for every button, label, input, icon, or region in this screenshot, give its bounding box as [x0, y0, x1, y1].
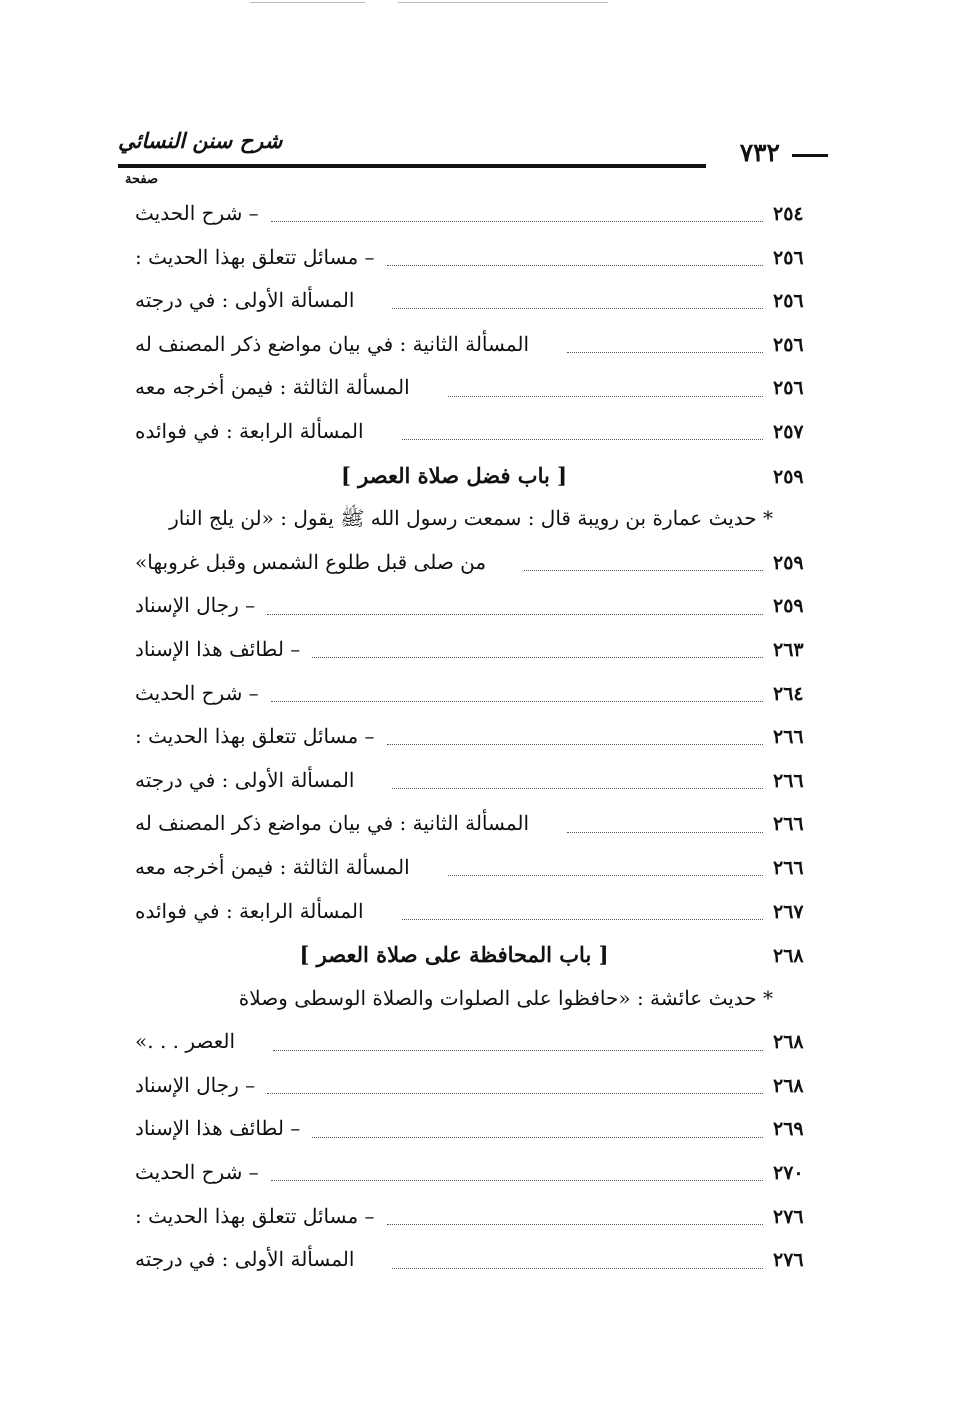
dot-leader — [567, 352, 763, 353]
dot-leader — [387, 265, 763, 266]
dot-leader — [387, 744, 763, 745]
toc-entry — [135, 933, 835, 977]
toc-entry — [135, 410, 835, 454]
toc-page-number: ٢٦٩ — [773, 1118, 804, 1141]
dot-leader — [524, 570, 763, 571]
table-of-contents — [135, 192, 835, 1282]
toc-page-number: ٢٦٦ — [773, 813, 804, 836]
dot-leader — [448, 396, 763, 397]
toc-entry-text: – رجال الإسناد — [135, 1072, 256, 1097]
dot-leader — [312, 657, 763, 658]
scan-artifact-line — [250, 2, 365, 3]
toc-entry-text: المسألة الثانية : في بيان مواضع ذكر المصنف له — [135, 811, 530, 836]
dot-leader — [387, 1224, 763, 1225]
toc-entry-text: المسألة الأولى : في درجته — [135, 288, 355, 313]
toc-entry — [135, 628, 835, 672]
toc-entry — [135, 1195, 835, 1239]
dot-leader — [271, 701, 763, 702]
toc-entry-text: المسألة الثانية : في بيان مواضع ذكر المصنف له — [135, 331, 530, 356]
toc-entry — [135, 1107, 835, 1151]
toc-page-number: ٢٦٦ — [773, 856, 804, 879]
toc-entry-text: المسألة الثالثة : فيمن أخرجه معه — [135, 854, 410, 879]
toc-page-number: ٢٦٨ — [773, 1074, 804, 1097]
toc-entry-text: – مسائل تتعلق بهذا الحديث : — [135, 724, 375, 749]
dot-leader — [392, 308, 763, 309]
toc-entry-text: من صلى قبل طلوع الشمس وقبل غروبها» — [135, 549, 487, 574]
toc-page-number: ٢٦٦ — [773, 769, 804, 792]
toc-entry-text: – شرح الحديث — [135, 1160, 259, 1185]
toc-page-number: ٢٥٦ — [773, 290, 804, 313]
dot-leader — [312, 1137, 763, 1138]
toc-entry-text: العصر . . .» — [135, 1029, 236, 1054]
toc-entry — [135, 715, 835, 759]
toc-page-number: ٢٦٤ — [773, 682, 804, 705]
toc-page-number: ٢٦٦ — [773, 726, 804, 749]
book-title: شرح سنن النسائي — [118, 128, 283, 153]
dot-leader — [273, 1050, 763, 1051]
header-dash — [792, 154, 828, 157]
toc-entry — [135, 454, 835, 498]
toc-entry — [135, 279, 835, 323]
toc-entry-text: – شرح الحديث — [135, 680, 259, 705]
toc-entry — [135, 236, 835, 280]
toc-page-number: ٢٦٨ — [773, 1031, 804, 1054]
page-number: ٧٣٢ — [739, 138, 780, 167]
dot-leader — [392, 1268, 763, 1269]
toc-entry-text: [ باب فضل صلاة العصر ] — [340, 462, 568, 488]
toc-page-number: ٢٥٩ — [773, 595, 804, 618]
dot-leader — [271, 221, 763, 222]
toc-entry-text: – لطائف هذا الإسناد — [135, 636, 301, 661]
toc-page-number: ٢٥٩ — [773, 551, 804, 574]
toc-entry — [135, 323, 835, 367]
toc-entry — [135, 1238, 835, 1282]
dot-leader — [392, 788, 763, 789]
dot-leader — [402, 439, 763, 440]
toc-entry — [135, 497, 835, 541]
toc-page-number: ٢٥٦ — [773, 246, 804, 269]
toc-entry-text: المسألة الأولى : في درجته — [135, 1247, 355, 1272]
toc-entry-text: المسألة الرابعة : في فوائده — [135, 418, 364, 443]
dot-leader — [267, 614, 763, 615]
dot-leader — [448, 875, 763, 876]
dot-leader — [271, 1180, 763, 1181]
toc-entry-text: – مسائل تتعلق بهذا الحديث : — [135, 244, 375, 269]
toc-entry — [135, 759, 835, 803]
toc-entry-text: – مسائل تتعلق بهذا الحديث : — [135, 1203, 375, 1228]
page-header — [118, 128, 828, 172]
toc-entry-text: * حديث عائشة : «حافظوا على الصلوات والصلاة الوسطى وصلاة — [238, 985, 773, 1010]
page-column-label: صفحة — [125, 172, 158, 187]
toc-entry-text: المسألة الثالثة : فيمن أخرجه معه — [135, 375, 410, 400]
header-rule — [118, 164, 706, 168]
toc-page-number: ٢٥٤ — [773, 203, 804, 225]
toc-page-number: ٢٥٩ — [773, 465, 804, 488]
dot-leader — [402, 919, 763, 920]
toc-page-number: ٢٥٦ — [773, 333, 804, 356]
toc-entry-text: – رجال الإسناد — [135, 593, 256, 618]
toc-entry-text: – شرح الحديث — [135, 201, 259, 225]
toc-entry — [135, 192, 835, 236]
toc-page-number: ٢٥٦ — [773, 377, 804, 400]
toc-page-number: ٢٧٦ — [773, 1249, 804, 1272]
toc-entry — [135, 672, 835, 716]
toc-page-number: ٢٥٧ — [773, 420, 804, 443]
toc-page-number: ٢٦٣ — [773, 638, 804, 661]
toc-entry — [135, 890, 835, 934]
toc-entry-text: المسألة الرابعة : في فوائده — [135, 898, 364, 923]
toc-entry-text: المسألة الأولى : في درجته — [135, 767, 355, 792]
toc-entry — [135, 1064, 835, 1108]
toc-entry — [135, 1151, 835, 1195]
toc-entry — [135, 366, 835, 410]
toc-page-number: ٢٦٨ — [773, 945, 804, 968]
toc-entry — [135, 977, 835, 1021]
toc-entry-text: – لطائف هذا الإسناد — [135, 1116, 301, 1141]
toc-entry — [135, 802, 835, 846]
toc-page-number: ٢٦٧ — [773, 900, 804, 923]
toc-page-number: ٢٧٦ — [773, 1205, 804, 1228]
dot-leader — [267, 1093, 763, 1094]
toc-entry-text: * حديث عمارة بن رويبة قال : سمعت رسول الله ﷺ يقول : «لن يلج النار — [169, 506, 773, 531]
scan-artifact-line — [398, 2, 608, 3]
dot-leader — [567, 832, 763, 833]
toc-entry — [135, 1020, 835, 1064]
toc-entry-text: [ باب المحافظة على صلاة العصر ] — [299, 942, 609, 968]
toc-page-number: ٢٧٠ — [773, 1162, 804, 1185]
toc-entry — [135, 584, 835, 628]
toc-entry — [135, 541, 835, 585]
toc-entry — [135, 846, 835, 890]
